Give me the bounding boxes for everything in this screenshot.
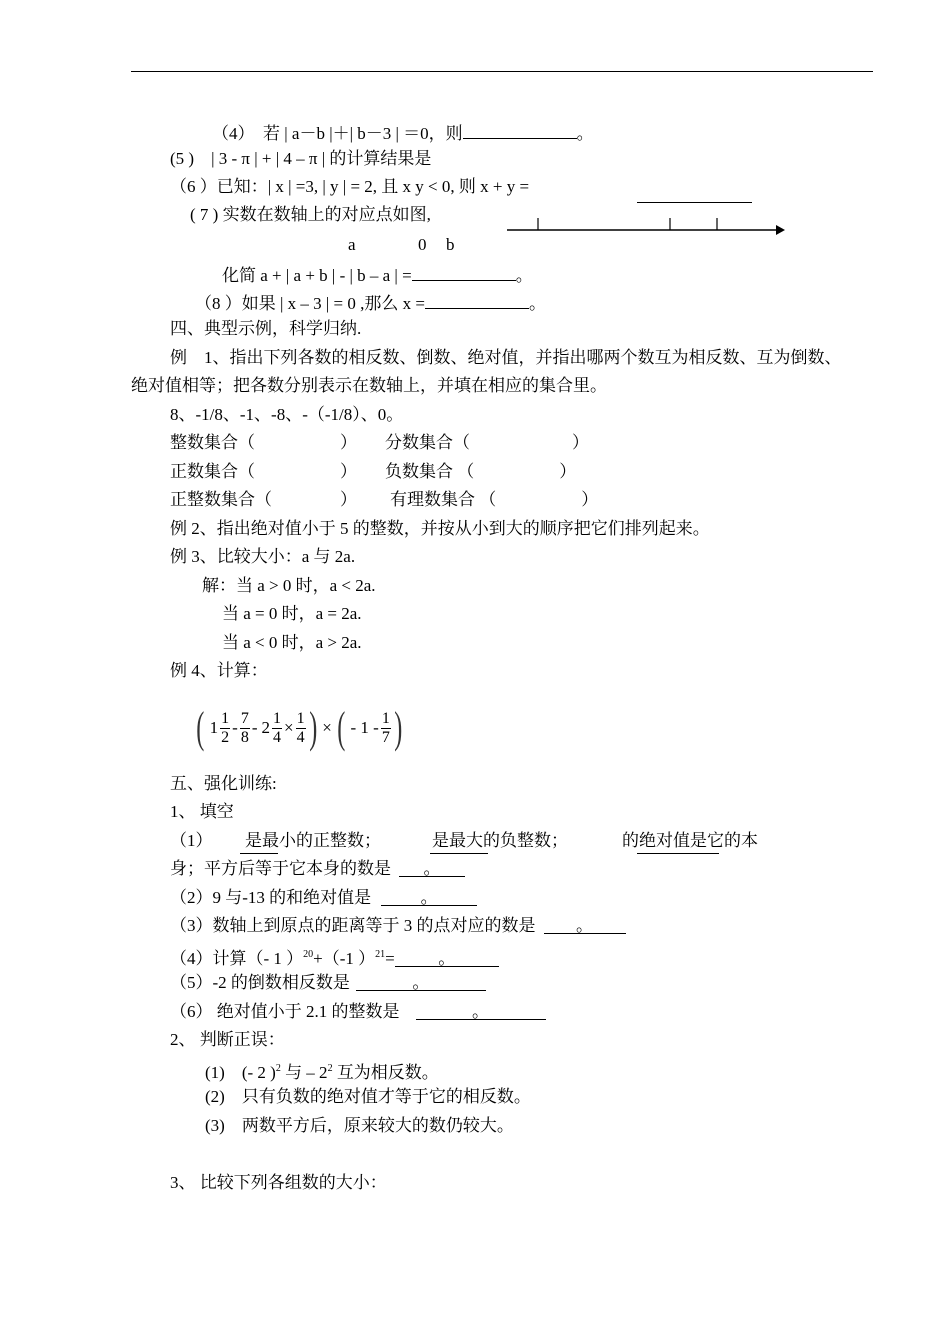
answer-blank[interactable]: 。 (544, 915, 626, 934)
negative-set: 负数集合 （ ） (385, 462, 577, 481)
right-paren: ) (308, 703, 317, 752)
question-6: （6 ）已知：| x | =3, | y | = 2, 且 x y < 0, 则 x + y = (170, 177, 530, 196)
fill-6: （6） 绝对值小于 2.1 的整数是 。 (170, 1001, 546, 1023)
question-4: （4） 若 | a－b |＋| b－3 | ＝0，则 。 (212, 120, 594, 145)
fraction: $\frac{1}{4}$ (296, 709, 305, 746)
answer-blank[interactable] (412, 262, 516, 281)
example-1-line-2: 绝对值相等；把各数分别表示在数轴上，并填在相应的集合里。 (131, 376, 607, 395)
fill-1-abs-self: 的绝对值是它的本 (622, 831, 758, 850)
label-zero: 0 (418, 235, 427, 254)
example-2: 例 2、指出绝对值小于 5 的整数，并按从小到大的顺序把它们排列起来。 (170, 519, 710, 538)
example-4: 例 4、计算： (170, 661, 268, 680)
answer-blank[interactable]: 。 (416, 1001, 546, 1020)
part-2-title: 2、 判断正误： (170, 1030, 285, 1049)
math-expression: ( 1 $\frac{1}{2}$ - $\frac{7}{8}$ - 2 $\frac{1}{4}$ × $\frac{1}{4}$ ) × ( - 1 - $\frac{1}{7}$ ) (196, 703, 403, 752)
part-1-title: 1、 填空 (170, 802, 234, 821)
right-paren: ) (394, 703, 403, 752)
label-a: a (348, 235, 356, 254)
fraction-set: 分数集合（ ） (385, 433, 589, 452)
fill-1-prefix: （1） (170, 831, 213, 850)
fill-1-min-positive: 是最小的正整数； (245, 831, 381, 850)
fill-4: （4）计算（- 1 ）$^{20}$+（-1 ）$^{21}$= 。 (170, 944, 499, 970)
question-7: ( 7 ) 实数在数轴上的对应点如图, (190, 205, 431, 224)
left-paren: ( (196, 703, 205, 752)
label-b: b (446, 235, 455, 254)
positive-set: 正数集合（ ） (170, 462, 357, 481)
example-3-solution-3: 当 a < 0 时，a > 2a. (222, 633, 362, 652)
example-1-line-1: 例 1、指出下列各数的相反数、倒数、绝对值，并指出哪两个数互为相反数、互为倒数、 (170, 348, 842, 367)
question-5: (5 ) | 3 - π | + | 4 – π | 的计算结果是 (170, 149, 432, 168)
section-5-heading: 五、强化训练: (170, 774, 277, 793)
fraction: $\frac{1}{4}$ (273, 709, 281, 746)
fill-1-max-negative: 是最大的负整数； (432, 831, 568, 850)
example-3-solution-2: 当 a = 0 时，a = 2a. (222, 604, 362, 623)
answer-blank[interactable] (240, 853, 278, 854)
number-line (500, 212, 792, 242)
answer-blank[interactable] (463, 120, 577, 139)
answer-blank[interactable]: 。 (381, 887, 477, 906)
fill-3: （3）数轴上到原点的距离等于 3 的点对应的数是 。 (170, 915, 626, 937)
left-paren: ( (337, 703, 346, 752)
judge-1: (1) (- 2 )$^2$ 与 – $2^2$ 互为相反数。 (205, 1063, 439, 1082)
fill-5: （5）-2 的倒数相反数是 。 (170, 972, 486, 994)
rational-set: 有理数集合 （ ） (390, 490, 599, 509)
answer-blank[interactable]: 。 (399, 858, 465, 877)
header-rule (131, 71, 873, 72)
answer-blank[interactable] (637, 853, 719, 854)
question-8: （8 ）如果 | x – 3 | = 0 ,那么 x = 。 (195, 290, 546, 315)
fill-2: （2）9 与-13 的和绝对值是 。 (170, 887, 477, 909)
number-list: 8、-1/8、-1、-8、-（-1/8）、0。 (170, 405, 404, 424)
example-3: 例 3、比较大小：a 与 2a. (170, 547, 356, 566)
number-line-arrow (776, 225, 785, 235)
answer-blank[interactable]: 。 (395, 948, 499, 967)
section-4-heading: 四、典型示例，科学归纳. (170, 319, 362, 338)
fraction: $\frac{1}{7}$ (381, 709, 390, 746)
answer-blank[interactable] (637, 202, 752, 203)
fraction: $\frac{7}{8}$ (240, 709, 249, 746)
judge-2: (2) 只有负数的绝对值才等于它的相反数。 (205, 1087, 531, 1106)
answer-blank[interactable] (425, 290, 529, 309)
question-7-simplify: 化简 a + | a + b | - | b – a | = 。 (222, 262, 533, 287)
answer-blank[interactable] (430, 853, 488, 854)
answer-blank[interactable]: 。 (356, 972, 486, 991)
part-3-title: 3、 比较下列各组数的大小： (170, 1173, 387, 1192)
fraction: $\frac{1}{2}$ (221, 709, 230, 746)
integer-set: 整数集合（ ） (170, 433, 357, 452)
positive-integer-set: 正整数集合（ ） (170, 490, 357, 509)
fill-1-line-2: 身；平方后等于它本身的数是 。 (170, 858, 465, 880)
example-3-solution-1: 解：当 a > 0 时，a < 2a. (202, 576, 376, 595)
judge-3: (3) 两数平方后，原来较大的数仍较大。 (205, 1116, 514, 1135)
